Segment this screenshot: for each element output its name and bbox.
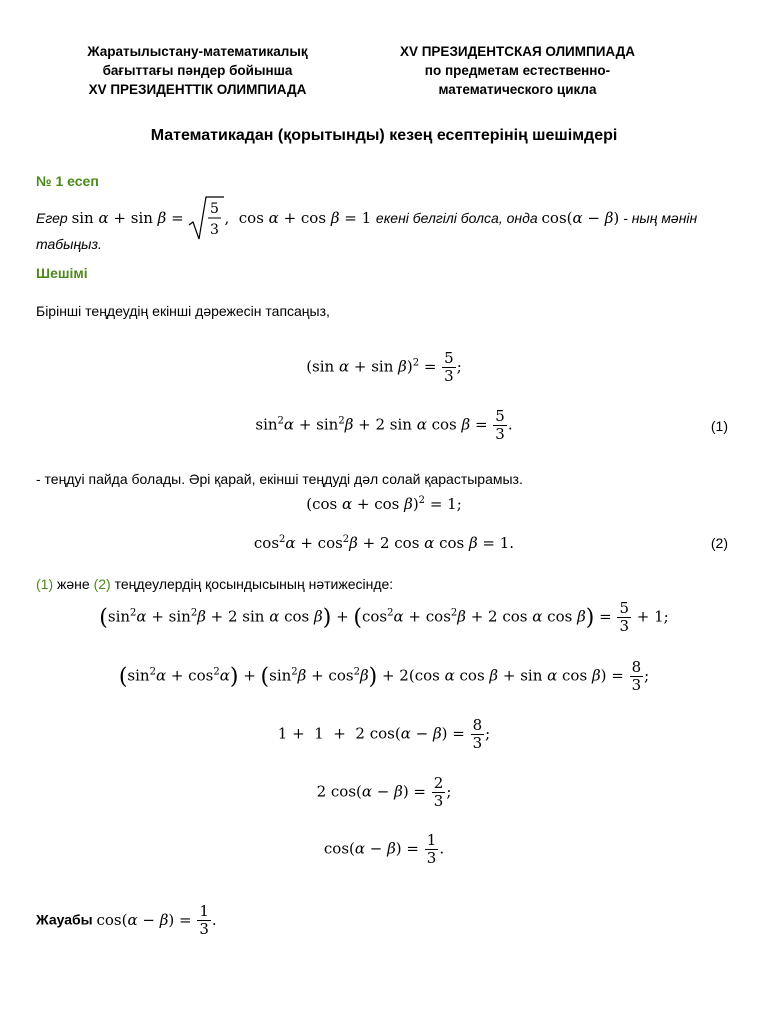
header-left <box>40 42 355 99</box>
ref-eq-2: (2) <box>93 576 111 592</box>
solution-label: Шешімі <box>36 265 88 281</box>
text-rest: теңдеулердің қосындысының нәтижесінде: <box>114 576 394 592</box>
problem-statement <box>36 195 697 243</box>
fraction: $\frac{5}{3}$ <box>495 407 505 443</box>
svg-text:3: 3 <box>210 222 220 238</box>
problem-number: № 1 есеп <box>36 173 99 189</box>
fraction: $\frac{5}{3}$ <box>444 349 454 385</box>
fraction: $\frac{1}{3}$ <box>199 902 209 938</box>
paragraph-3 <box>36 576 393 592</box>
equation-square-cos: (cos α + cos β)$^2$ = 1; <box>306 495 462 513</box>
problem-text-if: Егер <box>36 210 68 226</box>
sqrt-symbol <box>188 195 224 243</box>
page-title: Математикадан (қорытынды) кезең есептерінің шешімдері <box>150 127 618 144</box>
header-right-line-1: XV ПРЕЗИДЕНТСКАЯ ОЛИМПИАДА <box>399 44 636 59</box>
problem-text-end: - ның мәнін <box>623 210 698 226</box>
header-left-line-2: бағыттағы пәндер бойынша <box>102 63 293 78</box>
equation-2: $\cos^2\alpha + \cos^2\beta + 2$ cos α cos β = 1. <box>253 534 515 552</box>
header-right <box>360 42 675 99</box>
equation-number-2: (2) <box>710 535 728 551</box>
header-left-line-3: XV ПРЕЗИДЕНТТІК ОЛИМПИАДА <box>88 82 307 97</box>
header-left-line-1: Жаратылыстану-математикалық <box>87 44 308 59</box>
equation-square-sin: (sin α + sin β)$^2$ = $\frac{5}{3}$ ; <box>306 349 462 385</box>
equation-grouped: $(\sin^2\alpha + \cos^2\alpha) + (\sin^2\beta + \cos^2\beta) + 2(\cos$ α cos β + sin α cos β) = $\frac{8}{3}$ ; <box>118 658 650 694</box>
equation-2cos: 2 cos(α − β) = $\frac{2}{3}$ ; <box>316 774 452 810</box>
fraction: $\frac{2}{3}$ <box>433 774 444 810</box>
answer-formula: cos(α − β) = $\frac{1}{3}$ . <box>96 902 217 938</box>
header-right-line-2: по предметам естественно- <box>424 63 611 78</box>
equation-cos: cos(α − β) = $\frac{1}{3}$ . <box>323 831 445 867</box>
paragraph-2: - теңдуі пайда болады. Әрі қарай, екінші теңдуді дәл солай қарастырамыз. <box>36 471 523 487</box>
svg-text:5: 5 <box>210 201 220 217</box>
answer-label: Жауабы <box>36 911 93 928</box>
equation-number-1: (1) <box>710 418 728 434</box>
fraction: $\frac{8}{3}$ <box>631 658 642 694</box>
answer <box>36 903 217 938</box>
fraction: $\frac{1}{3}$ <box>426 831 437 867</box>
problem-formula-1: sin α + sin β = 5 3 , cos α + cos β = 1 <box>72 209 376 227</box>
fraction: $\frac{5}{3}$ <box>619 599 629 635</box>
problem-text-line2: табыңыз. <box>36 236 102 252</box>
equation-sum: ($\sin^2\alpha + \sin^2\beta + 2$ sin α $\cos \beta) + (\cos^2\alpha + \cos^2\beta + 2$ cos α cos β) = $\frac{5}{3}$ + 1; <box>99 599 669 635</box>
header-right-line-3: математического цикла <box>438 82 597 97</box>
problem-formula-2: cos(α − β) <box>541 209 620 227</box>
equation-simplified: 1 + 1 + 2 cos(α − β) = $\frac{8}{3}$ ; <box>277 716 491 752</box>
problem-text-middle: екені белгілі болса, онда <box>375 210 538 226</box>
ref-eq-1: (1) <box>36 576 54 592</box>
equation-1: $\sin^2\alpha + \sin^2\beta + 2$ sin α cos β = $\frac{5}{3}$ . <box>255 407 513 443</box>
paragraph-1: Бірінші теңдеудің екінші дәрежесін тапсаңыз, <box>36 303 330 319</box>
text-and: және <box>57 576 90 592</box>
fraction: $\frac{8}{3}$ <box>472 716 483 752</box>
